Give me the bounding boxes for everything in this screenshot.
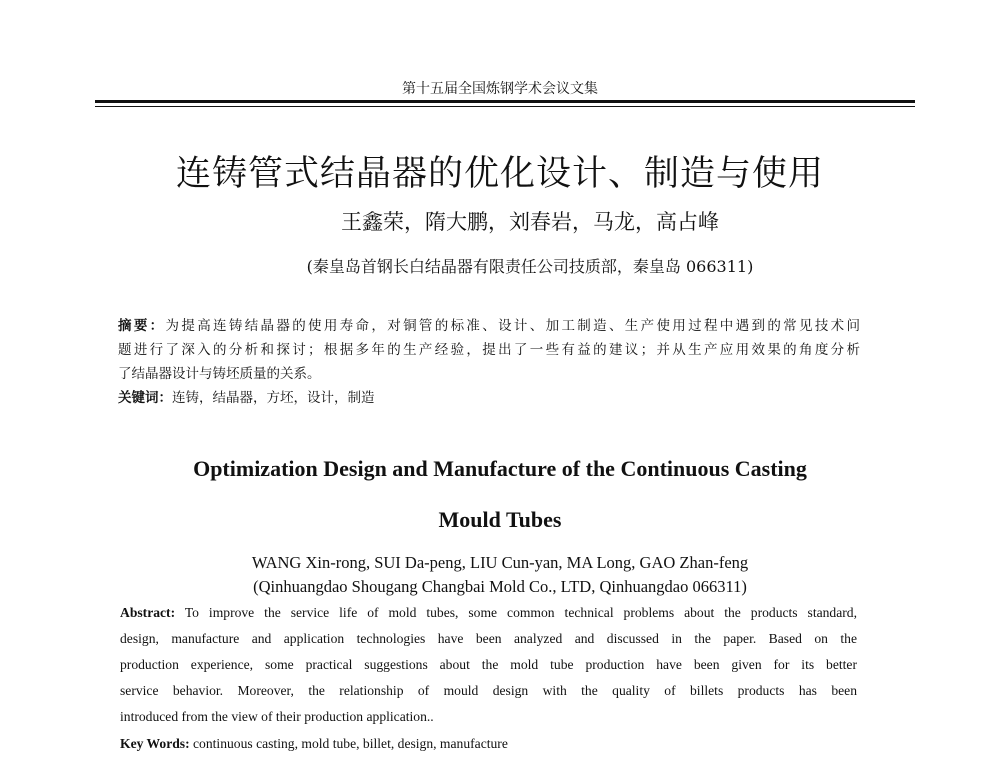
keywords-cn — [118, 386, 860, 406]
keywords-en-text: continuous casting, mold tube, billet, design, manufacture — [189, 736, 508, 751]
abstract-cn-line: 了结晶器设计与铸坯质量的关系。 — [118, 366, 321, 382]
abstract-cn-line — [118, 314, 860, 334]
abstract-en-label: Abstract: — [120, 605, 176, 620]
affiliation-cn: (秦皇岛首钢长白结晶器有限责任公司技质部，秦皇岛 066311) — [306, 257, 754, 276]
header-rule-thick — [95, 100, 915, 103]
affiliation-en: (Qinhuangdao Shougang Changbai Mold Co., LTD, Qinhuangdao 066311) — [253, 577, 747, 596]
paper-title-cn: 连铸管式结晶器的优化设计、制造与使用 — [175, 154, 824, 194]
abstract-cn-text: 为提高连铸结晶器的使用寿命，对铜管的标准、设计、加工制造、生产使用过程中遇到的常见技术问 — [165, 318, 861, 334]
keywords-cn-label: 关键词： — [118, 390, 172, 406]
abstract-en-line: design, manufacture and application technologies have been analyzed and discussed in the paper. Based on the — [120, 631, 857, 646]
authors-cn: 王鑫荣，隋大鹏，刘春岩，马龙，高占峰 — [341, 210, 719, 234]
abstract-en-line: production experience, some practical suggestions about the mold tube production have been given for its better — [120, 657, 857, 672]
abstract-cn-line: 题进行了深入的分析和探讨；根据多年的生产经验，提出了一些有益的建议；并从生产应用效果的角度分析 — [118, 342, 860, 358]
keywords-cn-text: 连铸，结晶器，方坯，设计，制造 — [172, 390, 375, 406]
abstract-en-line: introduced from the view of their production application.. — [120, 709, 434, 724]
abstract-cn-label: 摘要： — [118, 318, 166, 334]
paper-title-en-line2: Mould Tubes — [438, 507, 562, 532]
running-header: 第十五届全国炼钢学术会议文集 — [402, 81, 598, 97]
abstract-en-text: To improve the service life of mold tubes, some common technical problems about the products standard, — [175, 605, 857, 620]
authors-en: WANG Xin-rong, SUI Da-peng, LIU Cun-yan, MA Long, GAO Zhan-feng — [251, 553, 749, 572]
keywords-en-label: Key Words: — [120, 736, 190, 751]
abstract-en-line — [120, 605, 857, 621]
abstract-en-line: service behavior. Moreover, the relationship of mould design with the quality of billets products has been — [120, 683, 857, 698]
paper-title-en-line1: Optimization Design and Manufacture of the Continuous Casting — [193, 456, 807, 481]
header-rule-thin — [95, 106, 915, 107]
keywords-en — [120, 736, 857, 752]
